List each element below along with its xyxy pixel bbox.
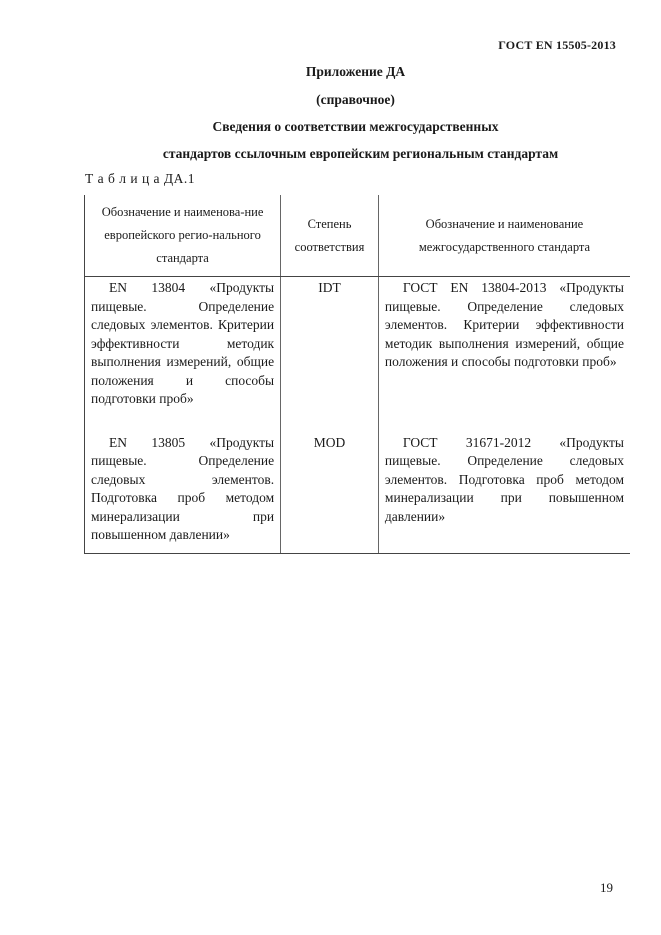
cell-degree: MOD <box>281 434 379 554</box>
header-european-standard: Обозначение и наименова-ние европейского регио-нального стандарта <box>85 195 281 277</box>
info-title-line-2: стандартов ссылочным европейским региональным стандартам <box>162 146 559 161</box>
appendix-type: (справочное) <box>316 92 395 107</box>
appendix-title: Приложение ДА <box>305 64 406 79</box>
header-degree: Степень соответствия <box>281 195 379 277</box>
cell-interstate-standard: ГОСТ 31671-2012 «Продукты пищевые. Определение следовых элементов. Подготовка проб методом минерализации при повышенном давлении» <box>378 434 630 554</box>
standards-table <box>84 195 630 554</box>
cell-interstate-standard: ГОСТ EN 13804-2013 «Продукты пищевые. Определение следовых элементов. Критерии эффективности методик выполнения измерений, общие положения и способы подготовки проб» <box>384 280 624 369</box>
table-caption: Т а б л и ц а ДА.1 <box>85 171 195 186</box>
table-row <box>85 434 631 554</box>
info-title-line-1: Сведения о соответствии межгосударственных <box>212 119 499 134</box>
header-interstate-standard: Обозначение и наименование межгосударственного стандарта <box>378 195 630 277</box>
cell-european-standard: EN 13805 «Продукты пищевые. Определение следовых элементов. Подготовка проб методом минерализации при повышенном давлении» <box>85 434 281 554</box>
page-number: 19 <box>600 880 613 895</box>
table-header-row <box>85 195 631 277</box>
table-row <box>85 277 631 434</box>
cell-european-standard: EN 13804 «Продукты пищевые. Определение следовых элементов. Критерии эффективности методик выполнения измерений, общие положения и способы подготовки проб» <box>85 277 281 434</box>
document-code: ГОСТ EN 15505-2013 <box>498 38 616 52</box>
cell-degree: IDT <box>281 277 379 434</box>
